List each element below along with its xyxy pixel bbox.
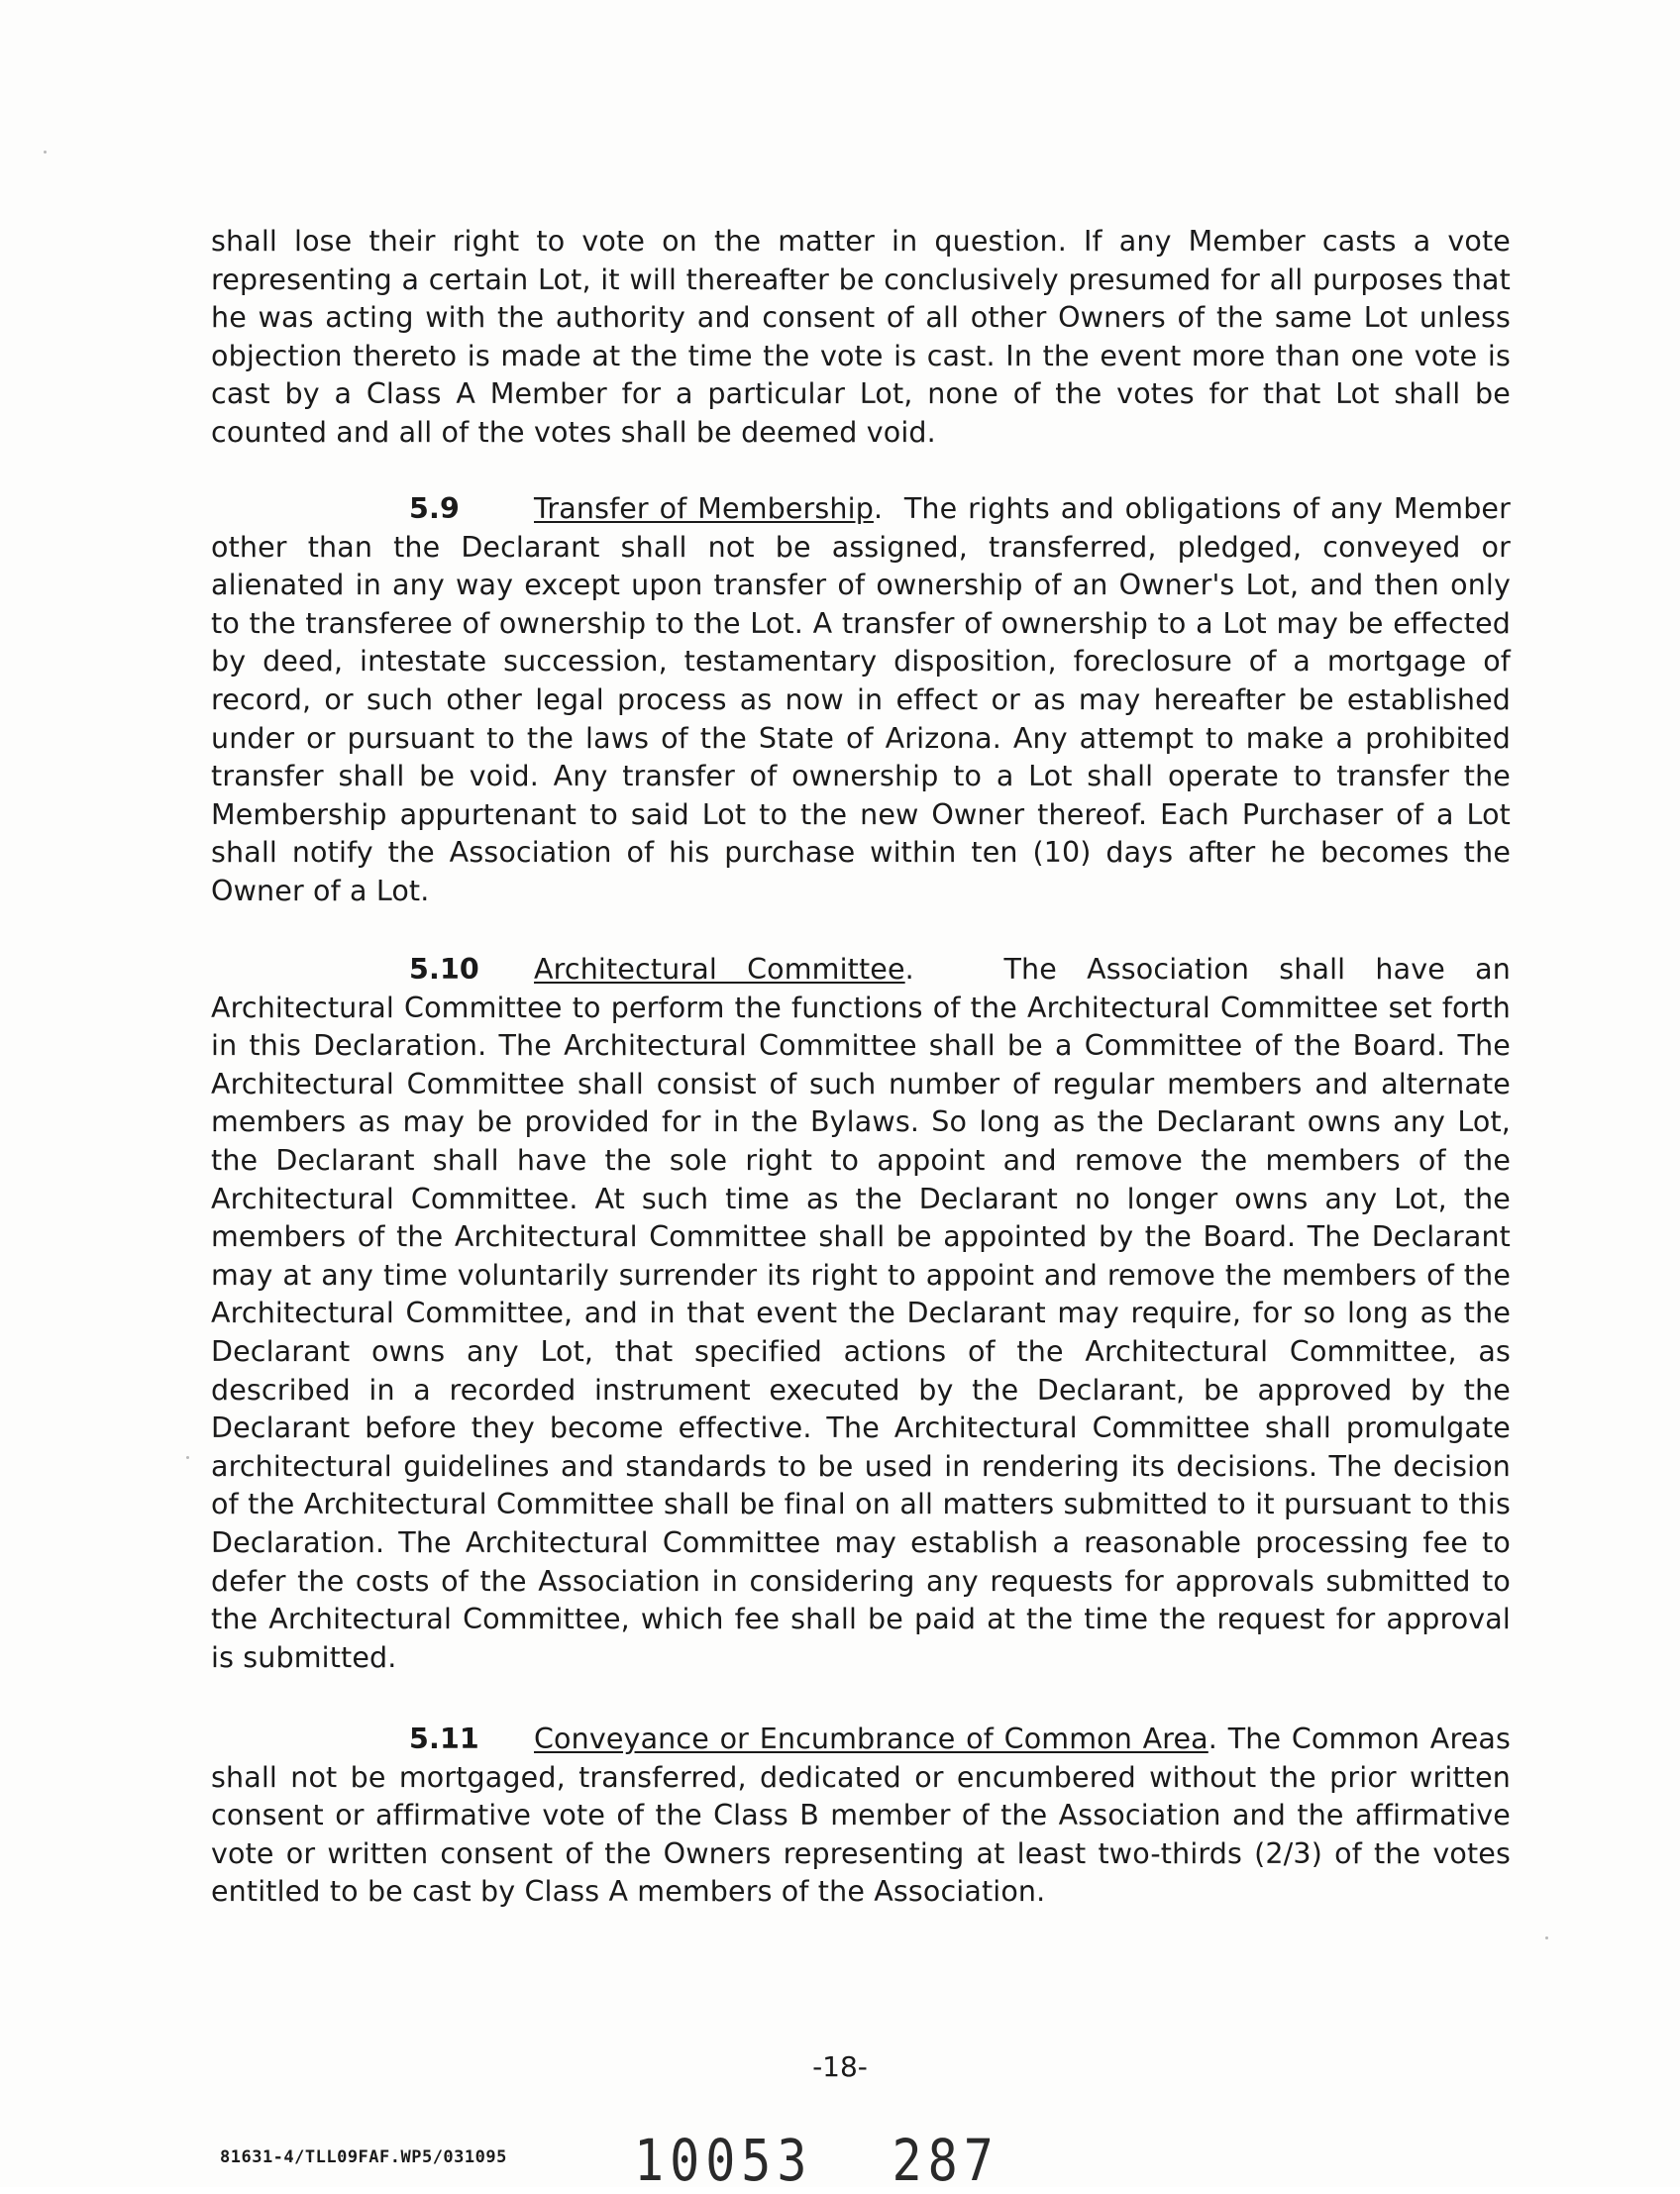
section-5-10: 5.10 Architectural Committee. The Association shall have an Architectural Committee to perform the functions of the Architectural Committee set forth in this Declaration. The Architectural Committee shall be a Committee of the Board. The Architectural Committee shall consist of such number of regular members and alternate members as may be provided for in the Bylaws. So long as the Declarant owns any Lot, the Declarant shall have the sole right to appoint and remove the members of the Architectural Committee. At such time as the Declarant no longer owns any Lot, the members of the Architectural Committee shall be appointed by the Board. The Declarant may at any time voluntarily surrender its right to appoint and remove the members of the Architectural Committee, and in that event the Declarant may require, for so long as the Declarant owns any Lot, that specified actions of the Architectural Committee, as described in a recorded instrument executed by the Declarant, be approved by the Declarant before they become effective. The Architectural Committee shall promulgate architectural guidelines and standards to be used in rendering its decisions. The decision of the Architectural Committee shall be final on all matters submitted to it pursuant to this Declaration. The Architectural Committee may establish a reasonable processing fee to defer the costs of the Association in considering any requests for approvals submitted to the Architectural Committee, which fee shall be paid at the time the request for approval is submitted.: [211, 953, 1511, 1674]
document-code: 81631-4/TLL09FAF.WP5/031095: [220, 2147, 507, 2167]
intro-paragraph: shall lose their right to vote on the matter in question. If any Member casts a vote representing a certain Lot, it will thereafter be conclusively presumed for all purposes that he was acting with the authority and consent of all other Owners of the same Lot unless objection thereto is made at the time the vote is cast. In the event more than one vote is cast by a Class A Member for a particular Lot, none of the votes for that Lot shall be counted and all of the votes shall be deemed void.: [211, 225, 1511, 449]
section-title: Transfer of Membership: [534, 492, 874, 525]
section-body: The Common Areas shall not be mortgaged, transferred, dedicated or encumbered without the prior written consent or affirmative vote of the Class B member of the Association and the affirmative vote or written consent of the Owners representing at least two-thirds (2/3) of the votes entitled to be cast by Class A members of the Association.: [211, 1723, 1511, 1909]
scan-speck: [1545, 1936, 1548, 1939]
page-number: -18-: [812, 2050, 868, 2083]
section-body: The rights and obligations of any Member other than the Declarant shall not be assigned, transferred, pledged, conveyed or alienated in any way except upon transfer of ownership of an Owner's Lot, and then only to the transferee of ownership to the Lot. A transfer of ownership to a Lot may be effected by deed, intestate succession, testamentary disposition, foreclosure of a mortgage of record, or such other legal process as now in effect or as may hereafter be established under or pursuant to the laws of the State of Arizona. Any attempt to make a prohibited transfer shall be void. Any transfer of ownership to a Lot shall operate to transfer the Membership appurtenant to said Lot to the new Owner thereof. Each Purchaser of a Lot shall notify the Association of his purchase within ten (10) days after he becomes the Owner of a Lot.: [211, 492, 1511, 907]
section-title: Architectural Committee: [534, 953, 905, 986]
section-number: 5.9: [409, 492, 460, 525]
section-title: Conveyance or Encumbrance of Common Area: [534, 1723, 1208, 1755]
scan-speck: [44, 151, 47, 154]
recording-stamp-number: [634, 2128, 999, 2194]
section-5-11: 5.11 Conveyance or Encumbrance of Common Area. The Common Areas shall not be mortgaged, transferred, dedicated or encumbered without the prior written consent or affirmative vote of the Class B member of the Association and the affirmative vote or written consent of the Owners representing at least two-thirds (2/3) of the votes entitled to be cast by Class A members of the Association.: [211, 1723, 1511, 1909]
section-body: The Association shall have an Architectural Committee to perform the functions of the Architectural Committee set forth in this Declaration. The Architectural Committee shall be a Committee of the Board. The Architectural Committee shall consist of such number of regular members and alternate members as may be provided for in the Bylaws. So long as the Declarant owns any Lot, the Declarant shall have the sole right to appoint and remove the members of the Architectural Committee. At such time as the Declarant no longer owns any Lot, the members of the Architectural Committee shall be appointed by the Board. The Declarant may at any time voluntarily surrender its right to appoint and remove the members of the Architectural Committee, and in that event the Declarant may require, for so long as the Declarant owns any Lot, that specified actions of the Architectural Committee, as described in a recorded instrument executed by the Declarant, be approved by the Declarant before they become effective. The Architectural Committee shall promulgate architectural guidelines and standards to be used in rendering its decisions. The decision of the Architectural Committee shall be final on all matters submitted to it pursuant to this Declaration. The Architectural Committee may establish a reasonable processing fee to defer the costs of the Association in considering any requests for approvals submitted to the Architectural Committee, which fee shall be paid at the time the request for approval is submitted.: [211, 953, 1511, 1674]
recording-page-number: 287: [892, 2128, 999, 2194]
section-5-9: 5.9 Transfer of Membership. The rights and obligations of any Member other than the Declarant shall not be assigned, transferred, pledged, conveyed or alienated in any way except upon transfer of ownership of an Owner's Lot, and then only to the transferee of ownership to the Lot. A transfer of ownership to a Lot may be effected by deed, intestate succession, testamentary disposition, foreclosure of a mortgage of record, or such other legal process as now in effect or as may hereafter be established under or pursuant to the laws of the State of Arizona. Any attempt to make a prohibited transfer shall be void. Any transfer of ownership to a Lot shall operate to transfer the Membership appurtenant to said Lot to the new Owner thereof. Each Purchaser of a Lot shall notify the Association of his purchase within ten (10) days after he becomes the Owner of a Lot.: [211, 492, 1511, 907]
scan-speck: [186, 1456, 189, 1459]
recording-book-number: 10053: [634, 2128, 813, 2194]
section-number: 5.10: [409, 953, 479, 986]
section-number: 5.11: [409, 1723, 479, 1755]
